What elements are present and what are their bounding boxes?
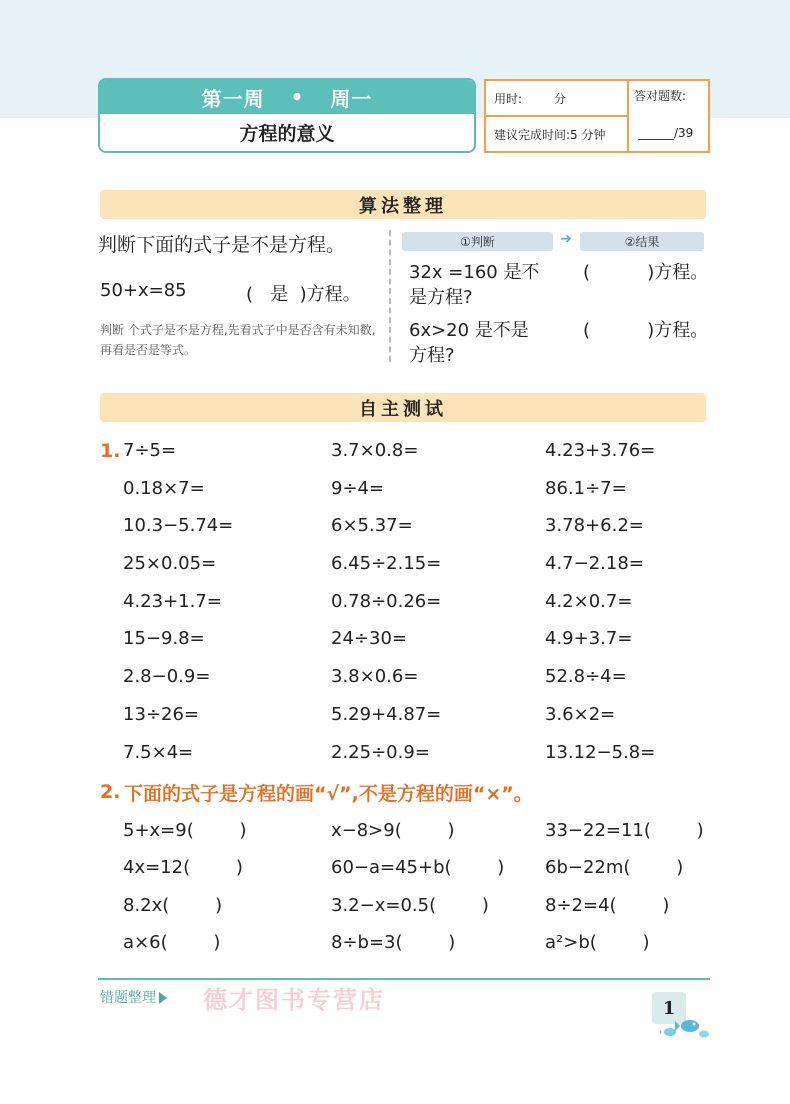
calc-problem[interactable]: 13÷26= — [123, 704, 199, 725]
info-box — [484, 79, 710, 153]
calc-problem[interactable]: 0.18×7= — [123, 478, 205, 499]
dashed-divider — [389, 230, 391, 362]
calc-problem[interactable]: 24÷30= — [331, 628, 407, 649]
calc-problem[interactable]: 4.2×0.7= — [545, 591, 633, 612]
calc-problem[interactable]: 13.12−5.8= — [545, 742, 656, 763]
calc-problem[interactable]: 6×5.37= — [331, 515, 413, 536]
time-label: 用时: — [494, 92, 523, 106]
topic-title: 方程的意义 — [239, 123, 335, 145]
calc-problem[interactable]: 6.45÷2.15= — [331, 553, 442, 574]
separator-dot: • — [290, 85, 305, 109]
step-judge-pill: ①判断 — [402, 232, 553, 251]
question-2-number: 2. — [100, 781, 121, 803]
calc-problem[interactable]: 4.23+1.7= — [123, 591, 222, 612]
calc-problem[interactable]: 7÷5= — [123, 440, 177, 461]
calc-problem[interactable]: 10.3−5.74= — [123, 515, 234, 536]
example-eq: 50+x=85 — [100, 280, 187, 301]
calc-problem[interactable]: 0.78÷0.26= — [331, 591, 442, 612]
store-watermark: 德才图书专营店 — [203, 986, 385, 1014]
calc-problem[interactable]: 4.23+3.76= — [545, 440, 656, 461]
question-6x-answer-blank[interactable]: ( )方程。 — [583, 320, 709, 341]
calc-problem[interactable]: 52.8÷4= — [545, 666, 627, 687]
score-total: ______/39 — [638, 126, 694, 140]
info-divider-v — [627, 81, 629, 151]
week-label: 第一周 — [201, 86, 265, 111]
calc-problem[interactable]: 15−9.8= — [123, 628, 205, 649]
calc-problem[interactable]: 3.8×0.6= — [331, 666, 419, 687]
footer-rule — [98, 978, 710, 980]
equation-judgement-item[interactable]: 8÷b=3( ) — [331, 932, 456, 953]
section-self-test-title: 自主测试 — [100, 393, 706, 422]
calc-problem[interactable]: 4.9+3.7= — [545, 628, 633, 649]
example-answer: ( 是 )方程。 — [246, 284, 361, 305]
equation-judgement-item[interactable]: 33−22=11( ) — [545, 820, 704, 841]
question-32x-line1: 32x =160 是不 — [409, 262, 540, 283]
equation-judgement-item[interactable]: 8÷2=4( ) — [545, 895, 670, 916]
calc-problem[interactable]: 3.78+6.2= — [545, 515, 644, 536]
equation-judgement-item[interactable]: 5+x=9( ) — [123, 820, 247, 841]
question-6x-line1: 6x>20 是不是 — [409, 320, 529, 341]
calc-problem[interactable]: 4.7−2.18= — [545, 553, 644, 574]
fish-decoration-icon — [660, 1014, 712, 1042]
calc-problem[interactable]: 3.7×0.8= — [331, 440, 419, 461]
triangle-right-icon — [159, 992, 167, 1004]
equation-judgement-item[interactable]: a²>b( ) — [545, 932, 650, 953]
equation-judgement-item[interactable]: x−8>9( ) — [331, 820, 455, 841]
calc-problem[interactable]: 9÷4= — [331, 478, 385, 499]
arrow-right-icon: ➔ — [560, 231, 572, 247]
calc-problem[interactable]: 2.25÷0.9= — [331, 742, 430, 763]
calc-problem[interactable]: 7.5×4= — [123, 742, 194, 763]
equation-judgement-item[interactable]: 8.2x( ) — [123, 895, 223, 916]
equation-judgement-item[interactable]: 6b−22m( ) — [545, 857, 684, 878]
page-number: 1 — [652, 992, 686, 1024]
question-6x-line2: 方程? — [409, 345, 455, 366]
calc-problem[interactable]: 5.29+4.87= — [331, 704, 442, 725]
question-32x-answer-blank[interactable]: ( )方程。 — [583, 262, 709, 283]
question-32x-line2: 是方程? — [409, 287, 473, 308]
correct-count-label: 答对题数: — [634, 89, 687, 103]
section-algorithm-title: 算法整理 — [100, 190, 706, 219]
method-note: 判断 个式子是不是方程,先看式子中是否含有未知数,再看是否是等式。 — [100, 323, 376, 357]
equation-judgement-item[interactable]: 4x=12( ) — [123, 857, 243, 878]
step-result-pill: ②结果 — [580, 232, 704, 251]
equation-judgement-item[interactable]: a×6( ) — [123, 932, 221, 953]
question-2-instruction: 下面的式子是方程的画“√”,不是方程的画“×”。 — [124, 783, 533, 805]
question-1-number: 1. — [100, 440, 121, 462]
equation-judgement-item[interactable]: 3.2−x=0.5( ) — [331, 895, 489, 916]
calc-problem[interactable]: 2.8−0.9= — [123, 666, 211, 687]
time-unit: 分 — [554, 92, 567, 106]
mistake-review-label — [100, 987, 167, 1007]
example-equation — [100, 280, 361, 305]
suggested-time: 建议完成时间:5 分钟 — [494, 128, 606, 142]
equation-judgement-item[interactable]: 60−a=45+b( ) — [331, 857, 505, 878]
mistake-review-text: 错题整理 — [100, 990, 156, 1006]
intro-instruction: 判断下面的式子是不是方程。 — [98, 234, 346, 256]
calc-problem[interactable]: 86.1÷7= — [545, 478, 627, 499]
info-divider-h — [486, 115, 627, 117]
calc-problem[interactable]: 3.6×2= — [545, 704, 616, 725]
title-box — [98, 78, 476, 153]
day-label: 周一 — [330, 86, 373, 111]
calc-problem[interactable]: 25×0.05= — [123, 553, 217, 574]
title-week-bar — [100, 80, 474, 114]
